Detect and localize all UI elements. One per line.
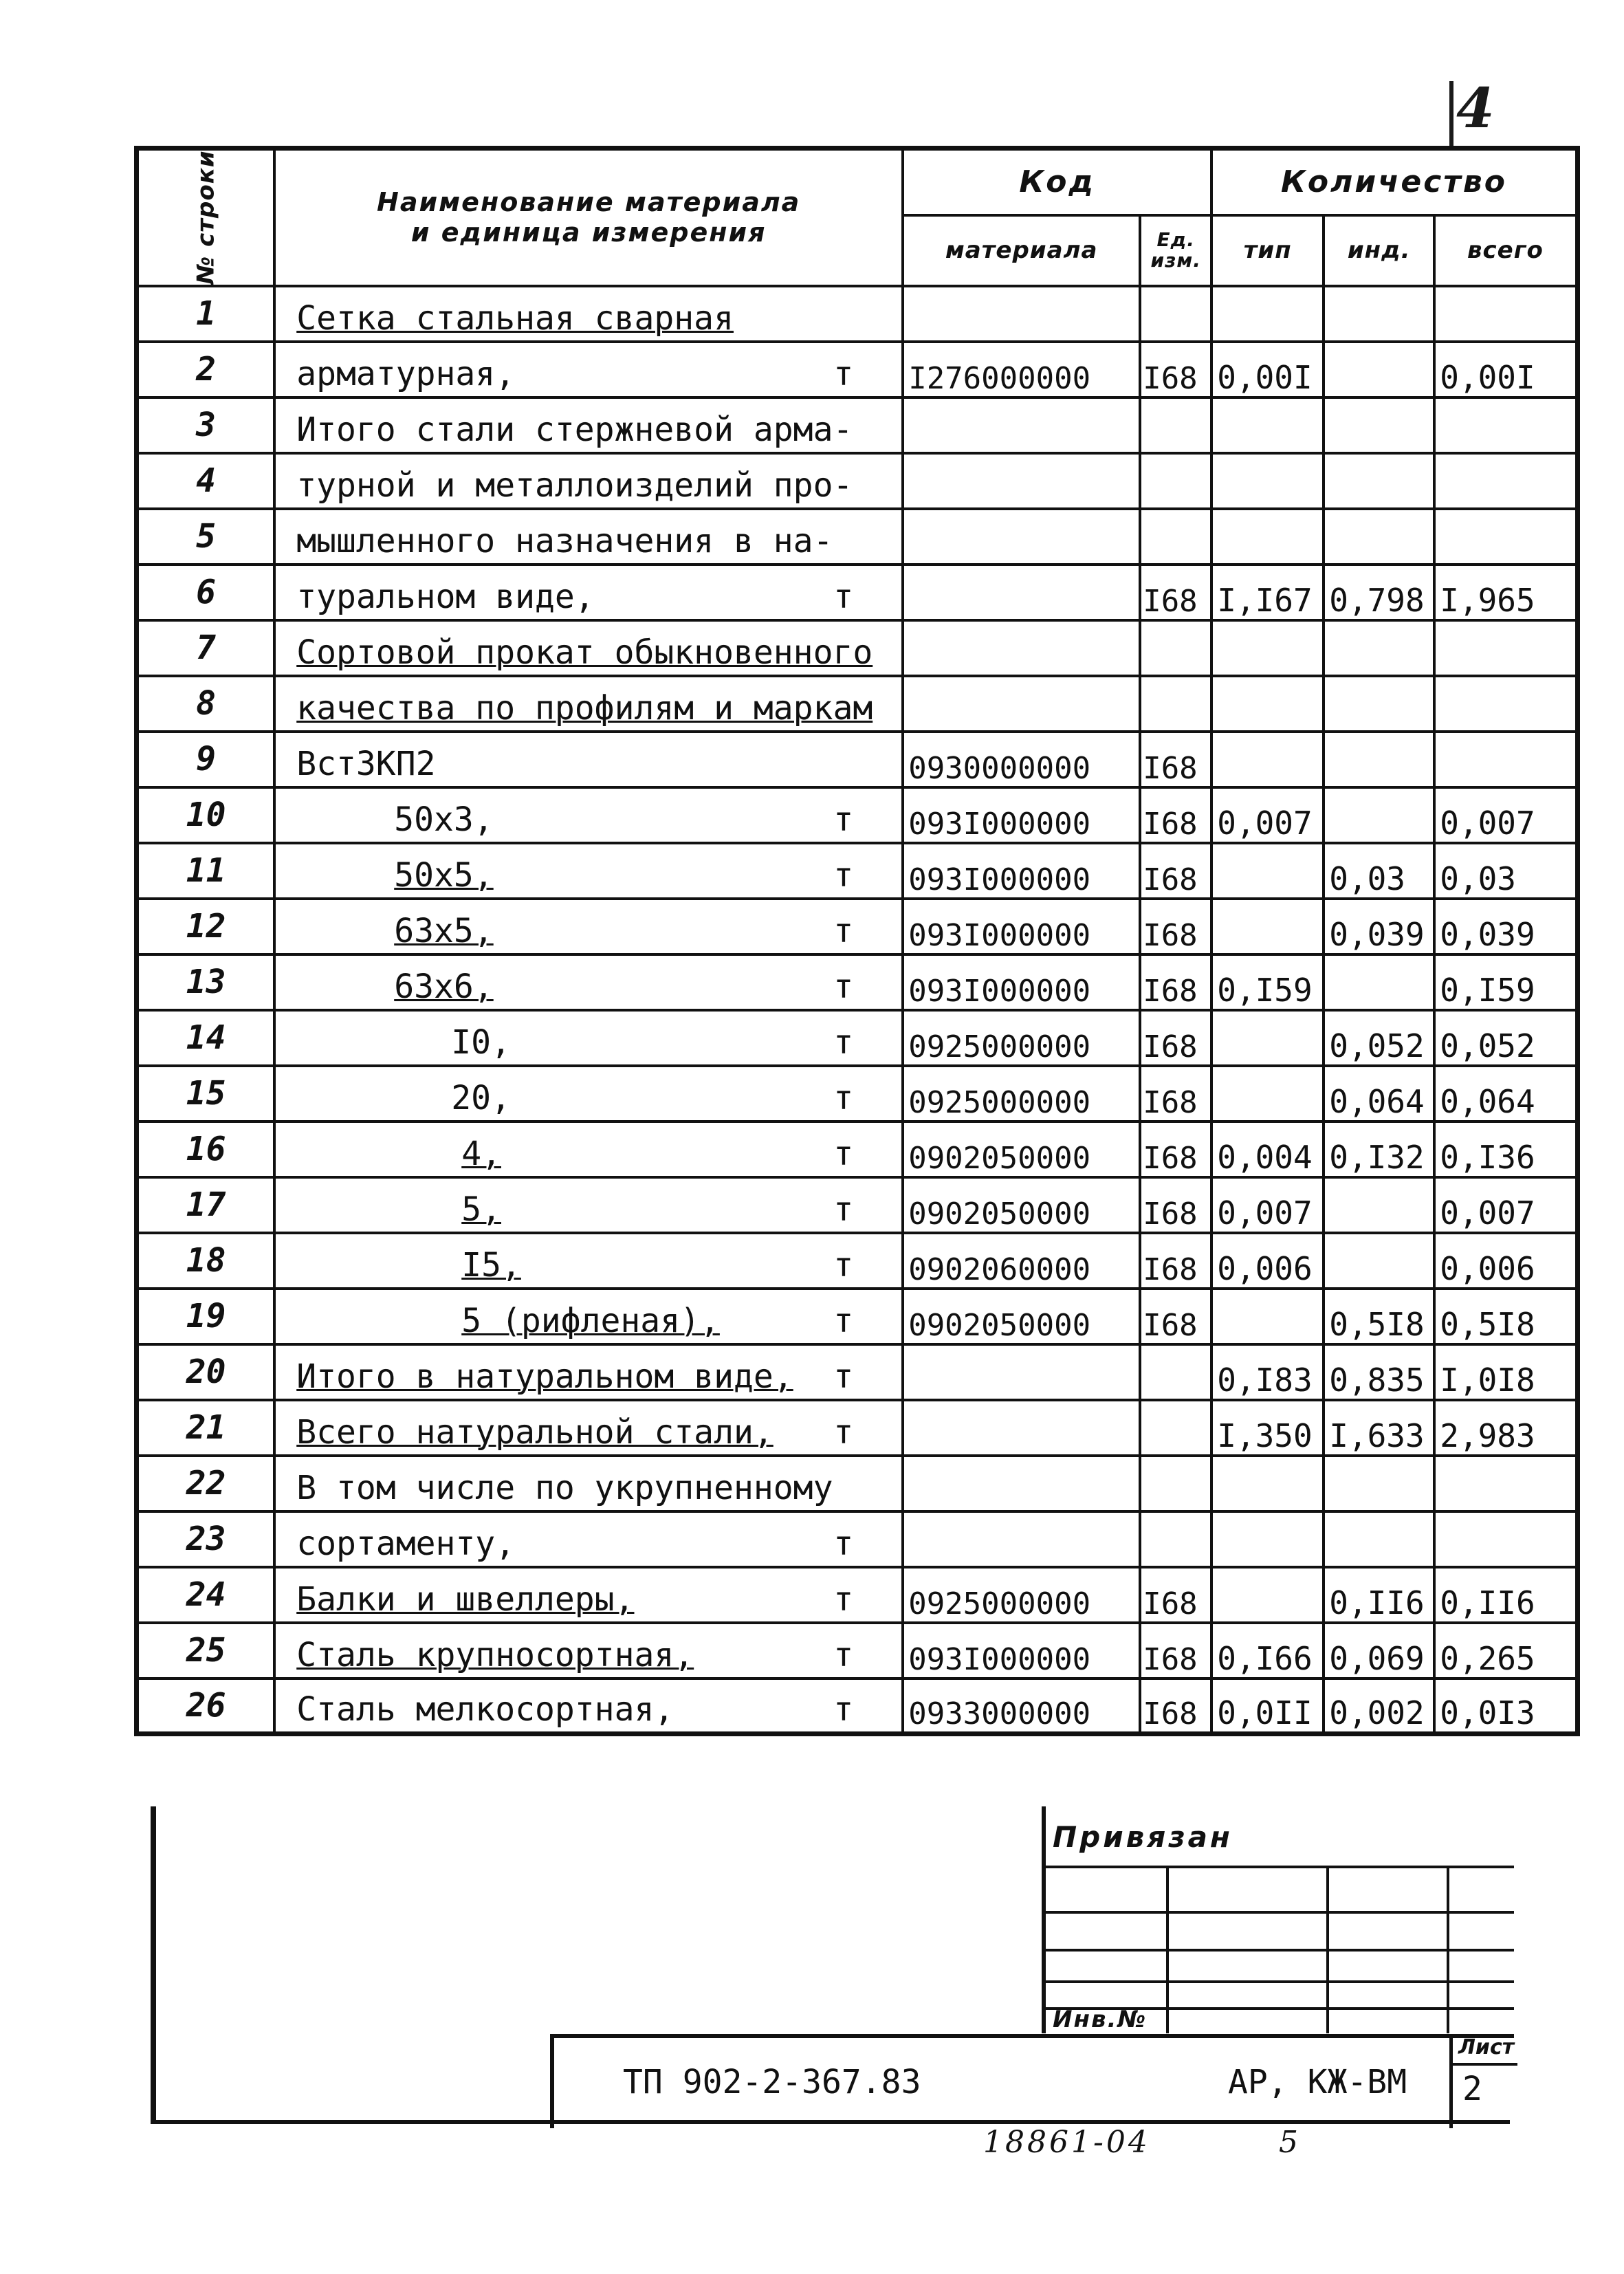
material-name-text: турной и металлоизделий про- [296,466,853,505]
unit-text: т [833,1301,854,1340]
unit-code [1140,1344,1211,1400]
unit-code [1140,676,1211,732]
unit-code: I68 [1140,1623,1211,1679]
material-name [274,1400,903,1456]
unit-code: I68 [1140,1233,1211,1289]
table-row [137,397,1578,453]
material-name-text: 63х5, [394,911,494,950]
material-name-text: сортаменту, [296,1524,516,1563]
qty-type: 0,00I [1211,342,1324,397]
qty-total: 0,I59 [1434,954,1577,1010]
qty-ind [1324,620,1434,676]
table-row [137,620,1578,676]
qty-total [1434,732,1577,787]
qty-total: 0,5I8 [1434,1289,1577,1344]
unit-code [1140,620,1211,676]
unit-code-header: Ед. изм. [1140,215,1211,286]
row-number: 14 [137,1010,275,1066]
unit-text: т [833,911,854,950]
material-name-text: арматурная, [296,354,516,393]
qty-type [1211,286,1324,342]
material-name [274,1679,903,1734]
row-number: 9 [137,732,275,787]
materials-table [134,146,1580,1736]
row-number: 4 [137,453,275,509]
material-code: 0925000000 [903,1010,1140,1066]
material-name [274,1066,903,1122]
material-name-text: Всего натуральной стали, [296,1412,773,1452]
material-name [274,1289,903,1344]
unit-text: т [833,1134,854,1173]
total-header: всего [1434,215,1577,286]
material-code: 093I000000 [903,899,1140,954]
material-name [274,1344,903,1400]
qty-ind [1324,676,1434,732]
qty-total: 0,00I [1434,342,1577,397]
section-code: АР, КЖ-ВМ [1228,2063,1407,2101]
qty-total: 0,007 [1434,787,1577,843]
material-code [903,1400,1140,1456]
table-row [137,787,1578,843]
qty-type: 0,I66 [1211,1623,1324,1679]
material-name-text: туральном виде, [296,577,595,616]
material-code: I276000000 [903,342,1140,397]
material-code [903,509,1140,565]
qty-total: 0,265 [1434,1623,1577,1679]
row-number: 11 [137,843,275,899]
qty-type [1211,732,1324,787]
material-name [274,1233,903,1289]
table-row [137,954,1578,1010]
qty-ind: I,633 [1324,1400,1434,1456]
table-row [137,1066,1578,1122]
row-number: 19 [137,1289,275,1344]
table-row [137,1344,1578,1400]
qty-ind [1324,954,1434,1010]
table-row [137,1679,1578,1734]
unit-code: I68 [1140,1122,1211,1177]
unit-code [1140,1511,1211,1567]
qty-total: 0,007 [1434,1177,1577,1233]
row-number: 22 [137,1456,275,1511]
qty-type: 0,0II [1211,1679,1324,1734]
material-name [274,843,903,899]
material-name-text: I5, [461,1245,521,1284]
row-number: 12 [137,899,275,954]
qty-type: 0,006 [1211,1233,1324,1289]
material-code: 0930000000 [903,732,1140,787]
unit-code: I68 [1140,342,1211,397]
material-code: 0902050000 [903,1177,1140,1233]
qty-ind [1324,1177,1434,1233]
material-name-text: Сетка стальная сварная [296,298,734,338]
material-code-header: материала [903,215,1140,286]
qty-type: 0,I59 [1211,954,1324,1010]
material-name-text: Итого стали стержневой арма- [296,410,853,449]
material-name-text: Сортовой прокат обыкновенного [296,633,873,672]
material-name-text: 63х6, [394,967,494,1006]
material-name [274,397,903,453]
qty-ind [1324,732,1434,787]
qty-type: 0,I83 [1211,1344,1324,1400]
material-name-text: ВстЗКП2 [296,744,436,783]
table-row [137,1233,1578,1289]
qty-type: I,I67 [1211,565,1324,620]
qty-ind: 0,II6 [1324,1567,1434,1623]
unit-text: т [833,967,854,1006]
qty-type [1211,453,1324,509]
qty-total: 0,039 [1434,899,1577,954]
material-code: 0902060000 [903,1233,1140,1289]
table-body [137,286,1578,1734]
unit-code: I68 [1140,843,1211,899]
qty-ind: 0,052 [1324,1010,1434,1066]
qty-total: I,965 [1434,565,1577,620]
qty-total: 0,006 [1434,1233,1577,1289]
material-code: 093I000000 [903,954,1140,1010]
unit-code: I68 [1140,954,1211,1010]
qty-ind [1324,1511,1434,1567]
material-code [903,1344,1140,1400]
qty-total: I,0I8 [1434,1344,1577,1400]
name-header-line1: Наименование материала [377,187,801,218]
unit-text: т [833,1524,854,1563]
unit-code [1140,286,1211,342]
qty-type [1211,397,1324,453]
name-header-line2: и единица измерения [410,217,767,248]
attached-label: Привязан [1053,1820,1233,1854]
table-row [137,1400,1578,1456]
title-stamp [550,2034,1514,2128]
unit-text: т [833,1245,854,1284]
qty-type [1211,620,1324,676]
material-name [274,453,903,509]
row-number: 17 [137,1177,275,1233]
unit-code: I68 [1140,1679,1211,1734]
material-name-text: Балки и швеллеры, [296,1579,635,1619]
qty-total: 0,03 [1434,843,1577,899]
row-number: 15 [137,1066,275,1122]
handwritten-reference: 18861-04 [983,2125,1150,2160]
qty-ind: 0,03 [1324,843,1434,899]
material-name [274,1456,903,1511]
unit-code: I68 [1140,1177,1211,1233]
material-name-text: 50х5, [394,855,494,895]
material-code [903,565,1140,620]
unit-text: т [833,1023,854,1062]
row-number: 21 [137,1400,275,1456]
qty-type [1211,676,1324,732]
qty-total: 0,064 [1434,1066,1577,1122]
material-code: 0925000000 [903,1066,1140,1122]
unit-code [1140,453,1211,509]
qty-type [1211,509,1324,565]
row-number: 2 [137,342,275,397]
qty-ind: 0,5I8 [1324,1289,1434,1344]
material-name-text: качества по профилям и маркам [296,688,873,728]
material-code [903,397,1140,453]
code-group-header: Код [903,149,1211,215]
table-row [137,565,1578,620]
row-number: 25 [137,1623,275,1679]
material-name [274,732,903,787]
qty-type: 0,007 [1211,787,1324,843]
material-name [274,1010,903,1066]
qty-ind [1324,286,1434,342]
qty-total [1434,1456,1577,1511]
row-number: 1 [137,286,275,342]
unit-code [1140,509,1211,565]
qty-ind: 0,I32 [1324,1122,1434,1177]
attachment-block [1042,1806,1514,2033]
unit-code: I68 [1140,732,1211,787]
unit-code: I68 [1140,787,1211,843]
qty-ind [1324,397,1434,453]
table-row [137,843,1578,899]
qty-type [1211,1567,1324,1623]
qty-total [1434,286,1577,342]
material-name-text: 5 (рифленая), [461,1301,720,1340]
qty-type [1211,1010,1324,1066]
material-code [903,1511,1140,1567]
qty-ind [1324,509,1434,565]
qty-ind: 0,069 [1324,1623,1434,1679]
corner-bracket [1449,81,1453,149]
page-mark: 4 [1456,76,1495,140]
qty-type: 0,007 [1211,1177,1324,1233]
sheet-label: Лист [1458,2035,1515,2059]
qty-total [1434,397,1577,453]
material-name [274,954,903,1010]
material-name [274,1567,903,1623]
table-row [137,453,1578,509]
row-number: 18 [137,1233,275,1289]
table-row [137,1456,1578,1511]
unit-text: т [833,1190,854,1229]
unit-text: т [833,1690,854,1729]
material-code: 0933000000 [903,1679,1140,1734]
table-row [137,286,1578,342]
material-code: 093I000000 [903,787,1140,843]
row-number: 7 [137,620,275,676]
unit-text: т [833,1579,854,1619]
qty-ind [1324,1456,1434,1511]
qty-type [1211,899,1324,954]
qty-type [1211,1289,1324,1344]
unit-code: I68 [1140,1066,1211,1122]
sheet-box [1449,2034,1517,2128]
material-name [274,1623,903,1679]
unit-text: т [833,354,854,393]
unit-text: т [833,1357,854,1396]
handwritten-page-number: 5 [1279,2125,1298,2160]
unit-code: I68 [1140,899,1211,954]
name-header [274,149,903,286]
unit-code [1140,1400,1211,1456]
material-name [274,1122,903,1177]
qty-total: 0,II6 [1434,1567,1577,1623]
unit-text: т [833,577,854,616]
row-number: 24 [137,1567,275,1623]
qty-ind: 0,064 [1324,1066,1434,1122]
qty-total [1434,453,1577,509]
row-number: 3 [137,397,275,453]
material-name [274,787,903,843]
material-code: 0902050000 [903,1289,1140,1344]
material-name [274,620,903,676]
material-name [274,899,903,954]
material-name-text: Сталь мелкосортная, [296,1690,674,1729]
table-row [137,1010,1578,1066]
material-name [274,286,903,342]
qty-ind [1324,342,1434,397]
table-row [137,676,1578,732]
material-code: 093I000000 [903,843,1140,899]
qty-ind [1324,453,1434,509]
qty-type [1211,843,1324,899]
material-name-text: I0, [451,1023,511,1062]
qty-type: 0,004 [1211,1122,1324,1177]
row-number: 26 [137,1679,275,1734]
row-number: 5 [137,509,275,565]
table-row [137,342,1578,397]
material-name-text: 5, [461,1190,501,1229]
material-name-text: 4, [461,1134,501,1173]
document-number: ТП 902-2-367.83 [623,2063,921,2101]
qty-total [1434,509,1577,565]
material-name [274,1511,903,1567]
quantity-group-header: Количество [1211,149,1577,215]
material-code [903,620,1140,676]
material-name-text: 20, [451,1078,511,1117]
unit-text: т [833,800,854,839]
table-row [137,1122,1578,1177]
qty-total [1434,1511,1577,1567]
qty-ind [1324,1233,1434,1289]
unit-text: т [833,855,854,895]
material-code: 0925000000 [903,1567,1140,1623]
row-number: 6 [137,565,275,620]
material-name [274,1177,903,1233]
row-number: 20 [137,1344,275,1400]
table-row [137,1567,1578,1623]
unit-code: I68 [1140,1010,1211,1066]
material-name [274,565,903,620]
qty-ind [1324,787,1434,843]
qty-ind: 0,835 [1324,1344,1434,1400]
material-name [274,676,903,732]
unit-text: т [833,1078,854,1117]
material-name-text: Сталь крупносортная, [296,1635,694,1674]
qty-total [1434,620,1577,676]
qty-ind: 0,798 [1324,565,1434,620]
unit-code: I68 [1140,565,1211,620]
material-name-text: Итого в натуральном виде, [296,1357,793,1396]
row-number: 16 [137,1122,275,1177]
table-row [137,1177,1578,1233]
qty-total [1434,676,1577,732]
ind-header: инд. [1324,215,1434,286]
qty-total: 0,052 [1434,1010,1577,1066]
unit-code [1140,397,1211,453]
qty-ind: 0,002 [1324,1679,1434,1734]
row-number: 10 [137,787,275,843]
sheet-number: 2 [1462,2070,1482,2108]
table-row [137,1623,1578,1679]
material-code [903,676,1140,732]
material-name-text: В том числе по укрупненному [296,1468,833,1507]
row-number-header: № строки [137,149,275,286]
qty-type [1211,1456,1324,1511]
row-number: 8 [137,676,275,732]
material-code [903,286,1140,342]
unit-code: I68 [1140,1289,1211,1344]
qty-type: I,350 [1211,1400,1324,1456]
qty-total: 2,983 [1434,1400,1577,1456]
qty-ind: 0,039 [1324,899,1434,954]
inventory-number-label: Инв.№ [1053,2006,1148,2033]
qty-type [1211,1066,1324,1122]
unit-text: т [833,1412,854,1452]
qty-total: 0,I36 [1434,1122,1577,1177]
unit-text: т [833,1635,854,1674]
unit-code [1140,1456,1211,1511]
table-row [137,1511,1578,1567]
material-code: 0902050000 [903,1122,1140,1177]
material-name-text: 50х3, [394,800,494,839]
material-name [274,509,903,565]
table-row [137,509,1578,565]
material-name-text: мышленного назначения в на- [296,521,833,560]
material-code: 093I000000 [903,1623,1140,1679]
type-header: тип [1211,215,1324,286]
table-row [137,732,1578,787]
qty-type [1211,1511,1324,1567]
table-row [137,899,1578,954]
material-code [903,1456,1140,1511]
material-name [274,342,903,397]
row-number: 23 [137,1511,275,1567]
table-row [137,1289,1578,1344]
unit-code: I68 [1140,1567,1211,1623]
qty-total: 0,0I3 [1434,1679,1577,1734]
material-code [903,453,1140,509]
row-number: 13 [137,954,275,1010]
